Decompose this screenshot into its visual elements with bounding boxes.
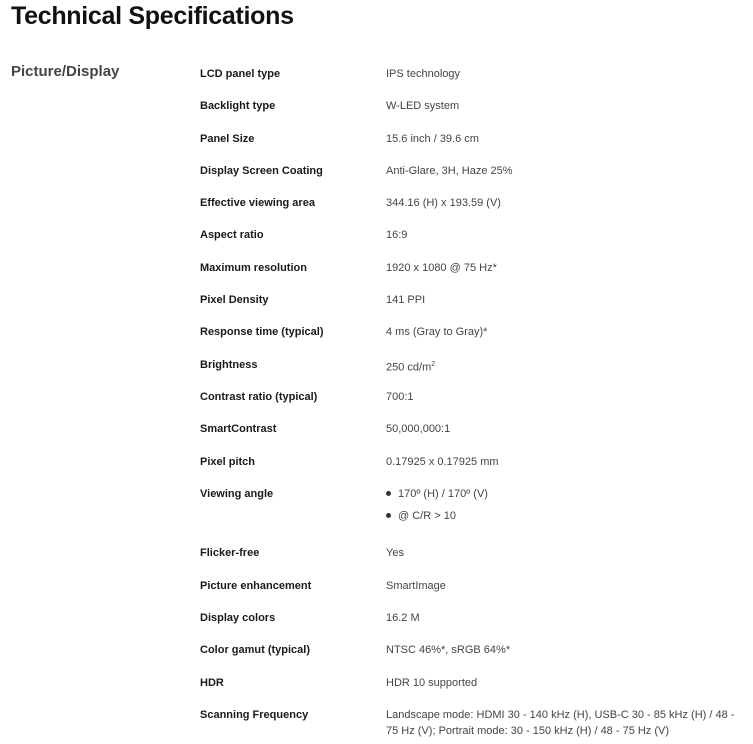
spec-value: W-LED system	[386, 100, 460, 113]
spec-label: Effective viewing area	[200, 197, 315, 210]
spec-label: Display colors	[200, 611, 276, 624]
spec-row-display-screen-coating	[200, 161, 745, 193]
spec-label: Backlight type	[200, 100, 276, 113]
spec-value: IPS technology	[386, 68, 460, 80]
spec-label: Brightness	[200, 358, 258, 371]
spec-row-picture-enhancement	[200, 576, 745, 608]
spec-value: Landscape mode: HDMI 30 - 140 kHz (H), USB-C 30 - 85 kHz (H) / 48 - 75 Hz (V); Portrait mode: 30 - 150 kHz (H) / 48 - 75 Hz (V)	[386, 708, 735, 737]
spec-value: 16.2 M	[386, 611, 420, 624]
spec-row-contrast-ratio	[200, 387, 745, 419]
spec-value: 344.16 (H) x 193.59 (V)	[386, 197, 501, 210]
spec-value	[386, 484, 745, 531]
spec-label: Response time (typical)	[200, 326, 324, 339]
spec-row-maximum-resolution	[200, 258, 745, 290]
spec-label: SmartContrast	[200, 423, 277, 436]
spec-row-aspect-ratio	[200, 225, 745, 257]
spec-row-response-time	[200, 322, 745, 354]
spec-value: Yes	[386, 547, 404, 560]
spec-value: 0.17925 x 0.17925 mm	[386, 455, 499, 468]
brightness-value: 250 cd/m	[386, 361, 432, 374]
spec-label: Panel Size	[200, 132, 255, 145]
spec-row-brightness	[200, 355, 745, 387]
spec-value	[386, 355, 745, 375]
spec-row-pixel-density	[200, 290, 745, 322]
spec-row-panel-size	[200, 129, 745, 161]
section-title-picture-display: Picture/Display	[11, 63, 120, 80]
bullet-icon	[386, 513, 391, 518]
spec-table	[200, 64, 745, 739]
spec-row-viewing-angle	[200, 484, 745, 544]
spec-label: Scanning Frequency	[200, 708, 309, 721]
spec-row-display-colors	[200, 608, 745, 640]
spec-row-scanning-frequency	[200, 705, 745, 739]
spec-label: Picture enhancement	[200, 579, 312, 592]
spec-label: Display Screen Coating	[200, 164, 323, 177]
spec-label: LCD panel type	[200, 68, 281, 80]
bullet-text: 170º (H) / 170º (V)	[398, 487, 488, 500]
spec-label: Maximum resolution	[200, 261, 307, 274]
spec-value: SmartImage	[386, 579, 446, 592]
spec-label: Flicker-free	[200, 547, 260, 560]
spec-row-effective-viewing-area	[200, 193, 745, 225]
list-item	[386, 487, 745, 501]
spec-label: HDR	[200, 676, 224, 689]
spec-value: Anti-Glare, 3H, Haze 25%	[386, 164, 513, 177]
spec-label: Viewing angle	[200, 487, 274, 500]
spec-label: Contrast ratio (typical)	[200, 390, 318, 403]
spec-label: Pixel pitch	[200, 455, 256, 468]
bullet-text: @ C/R > 10	[398, 509, 456, 522]
spec-label: Color gamut (typical)	[200, 644, 311, 657]
spec-label: Pixel Density	[200, 294, 269, 307]
spec-value: 16:9	[386, 229, 408, 242]
viewing-angle-list	[386, 487, 745, 523]
spec-label: Aspect ratio	[200, 229, 264, 242]
brightness-unit-superscript: 2	[431, 360, 436, 368]
spec-row-smartcontrast	[200, 419, 745, 451]
spec-row-color-gamut	[200, 640, 745, 672]
spec-row-hdr	[200, 673, 745, 705]
spec-value: 1920 x 1080 @ 75 Hz*	[386, 261, 497, 274]
spec-value: 141 PPI	[386, 294, 426, 307]
spec-row-lcd-panel-type	[200, 64, 745, 96]
spec-value: NTSC 46%*, sRGB 64%*	[386, 644, 511, 657]
spec-value: 4 ms (Gray to Gray)*	[386, 326, 488, 339]
spec-value: 50,000,000:1	[386, 423, 451, 436]
page-title: Technical Specifications	[11, 2, 294, 30]
spec-value: 700:1	[386, 390, 414, 403]
spec-value: HDR 10 supported	[386, 676, 478, 689]
spec-row-pixel-pitch	[200, 452, 745, 484]
spec-row-flicker-free	[200, 543, 745, 575]
list-item	[386, 509, 745, 523]
spec-row-backlight-type	[200, 96, 745, 128]
spec-value: 15.6 inch / 39.6 cm	[386, 132, 479, 145]
bullet-icon	[386, 491, 391, 496]
